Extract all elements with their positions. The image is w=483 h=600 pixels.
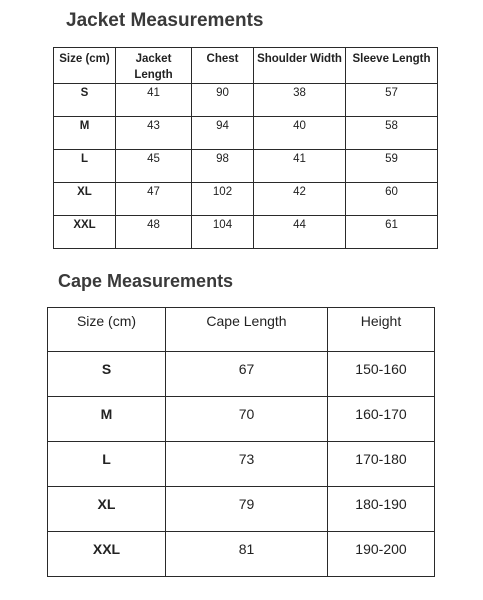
column-header: Sleeve Length — [346, 48, 438, 84]
table-cell: 150-160 — [328, 352, 435, 397]
table-row — [54, 183, 438, 216]
table-cell: 47 — [116, 183, 192, 216]
table-cell: 41 — [254, 150, 346, 183]
jacket-measurements-table — [53, 47, 438, 249]
table-cell: 41 — [116, 84, 192, 117]
column-header: Chest — [192, 48, 254, 84]
size-cell: XL — [48, 487, 166, 532]
table-cell: 58 — [346, 117, 438, 150]
table-header-row — [48, 308, 435, 352]
table-cell: 45 — [116, 150, 192, 183]
jacket-section-title: Jacket Measurements — [66, 10, 264, 31]
table-row — [54, 84, 438, 117]
size-cell: XL — [54, 183, 116, 216]
table-cell: 81 — [166, 532, 328, 577]
table-cell: 98 — [192, 150, 254, 183]
table-row — [48, 532, 435, 577]
table-cell: 73 — [166, 442, 328, 487]
table-cell: 44 — [254, 216, 346, 249]
table-cell: 42 — [254, 183, 346, 216]
table-cell: 57 — [346, 84, 438, 117]
table-cell: 48 — [116, 216, 192, 249]
table-cell: 180-190 — [328, 487, 435, 532]
column-header: Shoulder Width — [254, 48, 346, 84]
table-cell: 61 — [346, 216, 438, 249]
table-row — [54, 216, 438, 249]
cape-measurements-table — [47, 307, 435, 577]
table-cell: 79 — [166, 487, 328, 532]
size-cell: S — [54, 84, 116, 117]
column-header: Jacket Length — [116, 48, 192, 84]
size-cell: M — [54, 117, 116, 150]
table-row — [54, 117, 438, 150]
table-header-row — [54, 48, 438, 84]
table-cell: 190-200 — [328, 532, 435, 577]
table-row — [48, 352, 435, 397]
size-cell: M — [48, 397, 166, 442]
size-cell: L — [54, 150, 116, 183]
table-cell: 102 — [192, 183, 254, 216]
table-cell: 160-170 — [328, 397, 435, 442]
table-row — [48, 397, 435, 442]
table-cell: 38 — [254, 84, 346, 117]
table-cell: 40 — [254, 117, 346, 150]
table-row — [54, 150, 438, 183]
column-header: Height — [328, 308, 435, 352]
table-cell: 70 — [166, 397, 328, 442]
table-cell: 104 — [192, 216, 254, 249]
size-cell: S — [48, 352, 166, 397]
table-cell: 94 — [192, 117, 254, 150]
table-row — [48, 442, 435, 487]
table-cell: 59 — [346, 150, 438, 183]
table-row — [48, 487, 435, 532]
table-cell: 90 — [192, 84, 254, 117]
column-header: Cape Length — [166, 308, 328, 352]
size-cell: XXL — [54, 216, 116, 249]
cape-section-title: Cape Measurements — [58, 271, 234, 291]
table-cell: 60 — [346, 183, 438, 216]
table-cell: 170-180 — [328, 442, 435, 487]
size-cell: XXL — [48, 532, 166, 577]
column-header: Size (cm) — [54, 48, 116, 84]
size-cell: L — [48, 442, 166, 487]
table-cell: 43 — [116, 117, 192, 150]
column-header: Size (cm) — [48, 308, 166, 352]
table-cell: 67 — [166, 352, 328, 397]
